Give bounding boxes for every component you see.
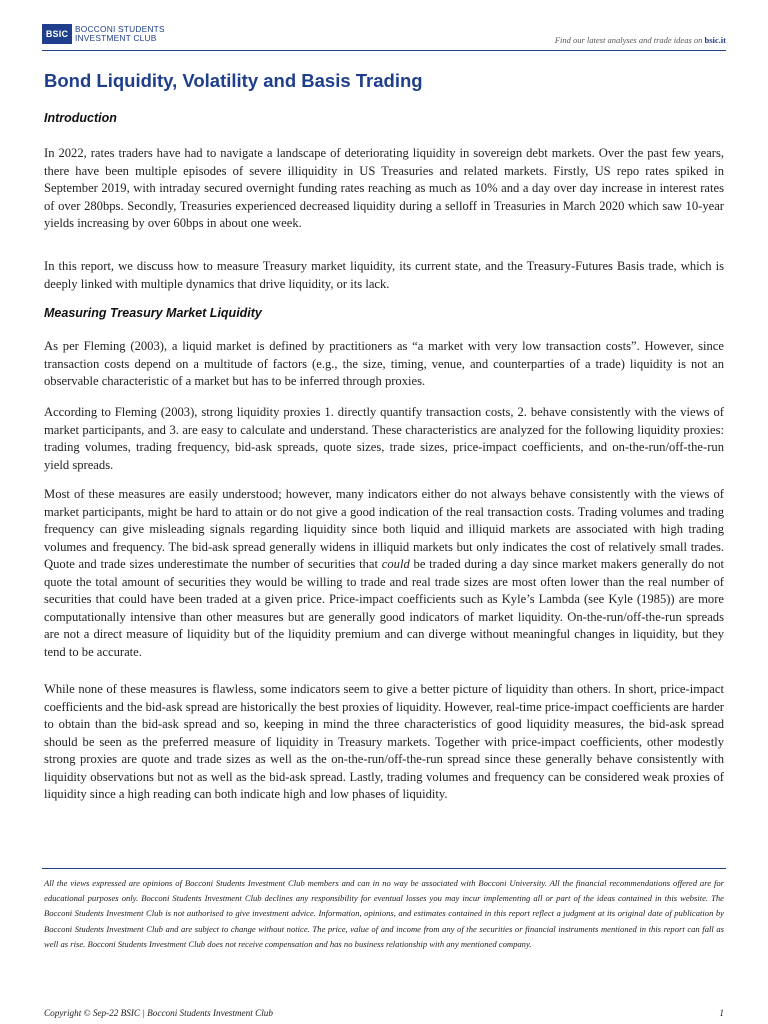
paragraph-4: According to Fleming (2003), strong liquidity proxies 1. directly quantify transaction costs, 2. behave consistently with the views of market participants, and 3. are easy to calculate and understand. These characteristics are analyzed for the following liquidity proxies: trading volumes, trading frequency, bid-ask spreads, quote sizes, trade sizes, price-impact coefficients, and on-the-run/off-the-run yield spreads.	[44, 405, 724, 472]
paragraph-5-part-2: be traded during a day since market makers generally do not quote the total amount of securities they would be willing to trade and real trade sizes are most often lower than the real number of securities that could have been traded at a given price. Price-impact coefficients such as Kyle’s Lambda (see Kyle (1985)) are more computationally intensive than other measures but are generally good indicators of market liquidity. On-the-run/off-the-run spreads are not a direct measure of liquidity but of the liquidity premium and can diverge without meaningful changes in liquidity, but they tend to be accurate.	[44, 557, 724, 659]
paragraph-6: While none of these measures is flawless, some indicators seem to give a better picture of liquidity than others. In short, price-impact coefficients and the bid-ask spread are historically the best proxies of liquidity. However, real-time price-impact coefficients are harder to obtain than the bid-ask spread and so, keeping in mind the three characteristics of good liquidity measures, the bid-ask spread should be seen as the preferred measure of liquidity in Treasury markets. Together with price-impact coefficients, other modestly strong proxies are quote and trade sizes as well as the on-the-run/off-the-run spread since these generally behave consistently with liquidity observations but not as well as the bid-ask spread. Lastly, trading volumes and frequency can be considered weak proxies of liquidity since a high reading can both indicate high and low phases of liquidity.	[44, 682, 724, 801]
page-number: 1	[719, 1008, 724, 1018]
page-header	[42, 24, 726, 48]
header-tagline-text: Find our latest analyses and trade ideas on	[554, 35, 705, 45]
disclaimer: All the views expressed are opinions of Bocconi Students Investment Club members and can in no way be associated with Bocconi University. All the financial recommendations offered are for educational purposes only. Bocconi Students Investment Club declines any responsibility for eventual losses you may incur implementing all or part of the ideas contained in this website. The Bocconi Students Investment Club is not authorised to give investment advice. Information, opinions, and estimates contained in this report reflect a judgment at its original date of publication by Bocconi Students Investment Club and are subject to change without notice. The price, value of and income from any of the securities or financial instruments mentioned in this report can fall as well as rise. Bocconi Students Investment Club does not receive compensation and has no business relationship with any mentioned company.	[44, 878, 724, 949]
header-tagline	[555, 35, 726, 45]
paragraph-1: In 2022, rates traders have had to navigate a landscape of deteriorating liquidity in sovereign debt markets. Over the past few years, there have been multiple episodes of severe illiquidity in US Treasuries and related markets. Firstly, US repo rates spiked in September 2019, with intraday secured overnight funding rates reaching as much as 10% and a day over day increase in interest rates of over 280bps. Secondly, Treasuries experienced decreased liquidity during a selloff in Treasuries in March 2020 which saw 10-year yields increasing by over 60bps in about one week.	[44, 146, 724, 230]
footer-divider	[42, 868, 726, 869]
logo-line-1: BOCCONI STUDENTS	[75, 23, 165, 34]
logo-line-2: INVESTMENT CLUB	[75, 33, 157, 43]
section-heading-measuring-liquidity: Measuring Treasury Market Liquidity	[44, 306, 262, 320]
paragraph-3: As per Fleming (2003), a liquid market is defined by practitioners as “a market with very low transaction costs”. However, since transaction costs depend on a multitude of factors (e.g., the size, timing, venue, and counterparties of a trade) liquidity is not an observable characteristic of a market but has to be inferred through proxies.	[44, 339, 724, 388]
paragraph-5-part-1: Most of these measures are easily understood; however, many indicators either do not always behave consistently with the views of market participants, might be hard to attain or do not give a good indication of the real transaction costs. Trading volumes and trading frequency can give misleading signals regarding liquidity since both liquid and illiquid markets are associated with high trading volumes and frequency. The bid-ask spread generally widens in illiquid markets but only indicates the cost of relatively small trades. Quote and trade sizes underestimate the number of securities that	[44, 487, 724, 571]
paragraph-2: In this report, we discuss how to measure Treasury market liquidity, its current state, and the Treasury-Futures Basis trade, which is deeply linked with multiple dynamics that drive liquidity, or its lack.	[44, 259, 724, 291]
site-link[interactable]: bsic.it	[704, 35, 726, 45]
page-title: Bond Liquidity, Volatility and Basis Trading	[44, 70, 423, 91]
paragraph-5	[44, 486, 724, 661]
header-divider	[42, 50, 726, 51]
paragraph-5-emphasis: could	[381, 557, 410, 571]
copyright: Copyright © Sep-22 BSIC | Bocconi Students Investment Club	[44, 1008, 273, 1018]
section-heading-introduction: Introduction	[44, 111, 117, 125]
bsic-logo[interactable]	[42, 24, 165, 44]
logo-wordmark	[75, 25, 165, 44]
logo-mark: BSIC	[42, 24, 72, 44]
